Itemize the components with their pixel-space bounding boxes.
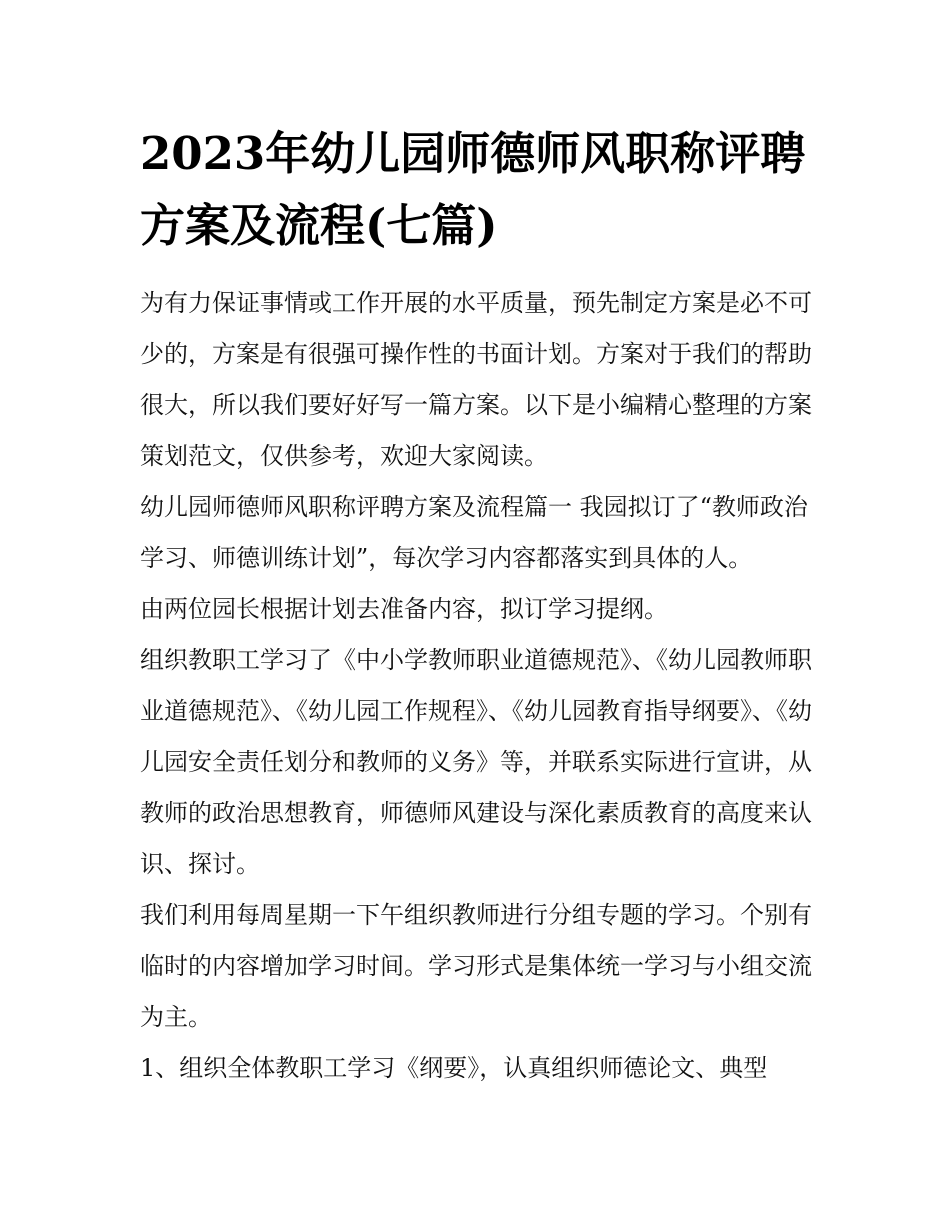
document-title: 2023年幼儿园师德师风职称评聘方案及流程(七篇)	[140, 127, 806, 252]
paragraph-item-1: 1、组织全体教职工学习《纲要》，认真组织师德论文、典型	[140, 1054, 768, 1082]
paragraph-intro: 为有力保证事情或工作开展的水平质量，预先制定方案是必不可少的，方案是有很强可操作性的书面计划。方案对于我们的帮助很大，所以我们要好好写一篇方案。以下是小编精心整理的方案策划范文，仅供参考，欢迎大家阅读。	[140, 289, 812, 470]
paragraph-weekly-study: 我们利用每周星期一下午组织教师进行分组专题的学习。个别有临时的内容增加学习时间。学习形式是集体统一学习与小组交流为主。	[140, 901, 812, 1031]
paragraph-section-one: 幼儿园师德师风职称评聘方案及流程篇一 我园拟订了“教师政治学习、师德训练计划”，每次学习内容都落实到具体的人。	[140, 493, 808, 572]
paragraph-study-regulations: 组织教职工学习了《中小学教师职业道德规范》、《幼儿园教师职业道德规范》、《幼儿园工作规程》、《幼儿园教育指导纲要》、《幼儿园安全责任划分和教师的义务》等，并联系实际进行宣讲，从教师的政治思想教育，师德师风建设与深化素质教育的高度来认识、探讨。	[140, 646, 812, 878]
document-body	[140, 118, 820, 1094]
paragraph-preparation: 由两位园长根据计划去准备内容，拟订学习提纲。	[140, 595, 668, 623]
